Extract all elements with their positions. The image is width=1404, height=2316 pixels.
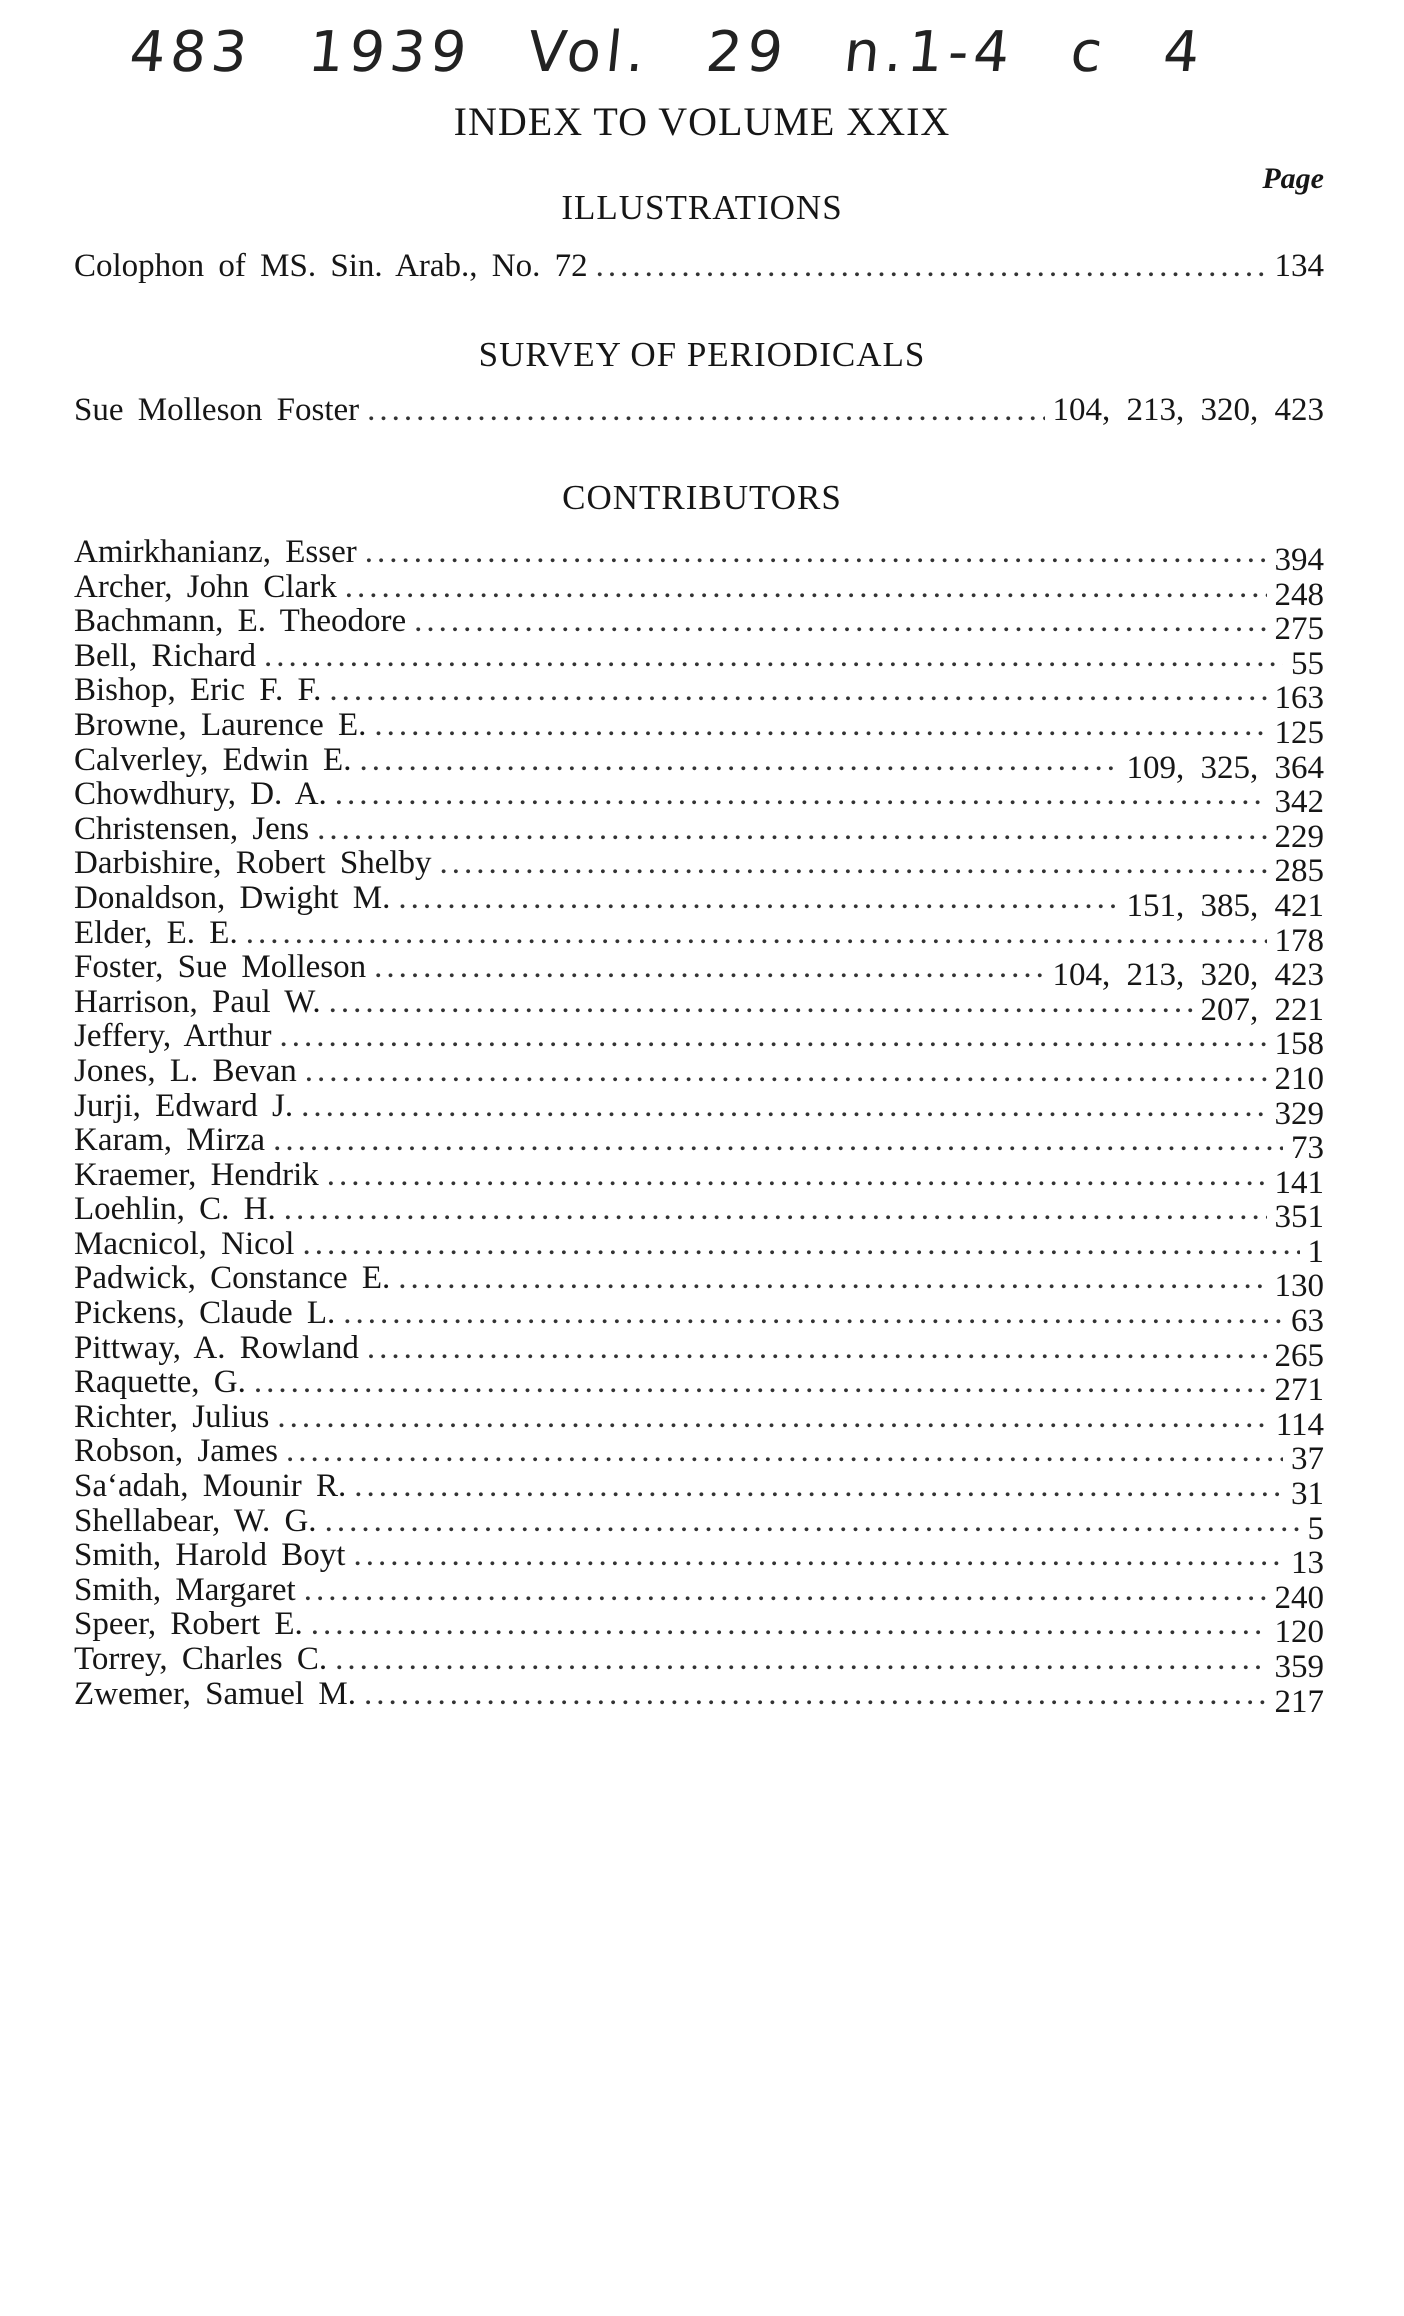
contributor-entry — [74, 1433, 1324, 1478]
contributor-pages: 1 — [1307, 1233, 1324, 1270]
contributor-name: Sa‘adah, Mounir R. — [74, 1468, 347, 1505]
contributor-name: Padwick, Constance E. — [74, 1260, 391, 1297]
contributor-entry — [74, 1018, 1324, 1063]
contributor-entry — [74, 845, 1324, 890]
contributor-name: Chowdhury, D. A. — [74, 776, 327, 813]
contributor-name: Robson, James — [74, 1433, 278, 1470]
contributor-entry — [74, 1537, 1324, 1582]
dot-leader — [335, 1642, 1266, 1677]
contributor-name: Donaldson, Dwight M. — [74, 879, 391, 916]
illustration-entry — [74, 248, 1324, 285]
dot-leader — [280, 1019, 1267, 1054]
contributor-entry — [74, 534, 1324, 578]
dot-leader — [246, 916, 1267, 951]
contributor-pages: 342 — [1274, 784, 1324, 821]
periodicals-list — [74, 392, 1324, 429]
contributor-pages: 13 — [1291, 1545, 1324, 1582]
periodicals-heading: SURVEY OF PERIODICALS — [478, 335, 926, 374]
contributor-entry — [74, 1260, 1324, 1305]
contributor-entry — [74, 637, 1324, 682]
contributor-entry — [74, 1156, 1324, 1201]
contributor-pages: 351 — [1274, 1199, 1324, 1236]
contributor-name: Zwemer, Samuel M. — [74, 1675, 356, 1712]
contributor-pages: 120 — [1274, 1614, 1324, 1651]
contributor-entry — [74, 949, 1324, 994]
contributor-name: Archer, John Clark — [74, 568, 337, 605]
contributor-entry — [74, 1122, 1324, 1167]
illustrations-heading: ILLUSTRATIONS — [561, 188, 843, 227]
dot-leader — [343, 1296, 1283, 1331]
dot-leader — [596, 248, 1267, 285]
contributor-name: Christensen, Jens — [74, 810, 310, 847]
contributor-entry — [74, 1364, 1324, 1409]
dot-leader — [286, 1434, 1283, 1469]
dot-leader — [277, 1400, 1267, 1435]
dot-leader — [304, 1573, 1267, 1608]
contributor-name: Elder, E. E. — [74, 914, 238, 951]
dot-leader — [327, 1158, 1267, 1193]
dot-leader — [365, 535, 1267, 570]
contributor-name: Jeffery, Arthur — [74, 1018, 272, 1055]
contributor-entry — [74, 672, 1324, 717]
contributor-name: Kraemer, Hendrik — [74, 1156, 319, 1193]
dot-leader — [364, 1677, 1267, 1712]
dot-leader — [329, 673, 1266, 708]
contributor-entry — [74, 603, 1324, 648]
contributor-entry — [74, 1468, 1324, 1513]
contributor-pages: 271 — [1274, 1372, 1324, 1409]
contributor-pages: 55 — [1291, 645, 1324, 682]
contributor-name: Raquette, G. — [74, 1364, 246, 1401]
contributor-pages: 31 — [1291, 1476, 1324, 1513]
contributor-entry — [74, 1675, 1324, 1720]
contributor-entry — [74, 568, 1324, 613]
contributor-pages: 104, 213, 320, 423 — [1052, 957, 1324, 994]
contributor-pages: 63 — [1291, 1303, 1324, 1340]
contributor-pages: 207, 221 — [1200, 991, 1324, 1028]
dot-leader — [273, 1123, 1283, 1158]
dot-leader — [284, 1192, 1267, 1227]
contributor-entry — [74, 1641, 1324, 1685]
contributor-name: Jurji, Edward J. — [74, 1087, 294, 1124]
contributor-name: Amirkhanianz, Esser — [74, 534, 357, 570]
contributor-pages: 240 — [1274, 1579, 1324, 1616]
contributor-pages: 229 — [1274, 818, 1324, 855]
contributor-name: Shellabear, W. G. — [74, 1502, 317, 1539]
contributor-pages: 114 — [1275, 1406, 1324, 1443]
dot-leader — [305, 1054, 1267, 1089]
contributor-name: Jones, L. Bevan — [74, 1052, 297, 1089]
dot-leader — [317, 812, 1266, 847]
dot-leader — [398, 881, 1118, 916]
entry-pages: 104, 213, 320, 423 — [1052, 392, 1324, 428]
dot-leader — [398, 1261, 1266, 1296]
contributor-pages: 163 — [1274, 680, 1324, 717]
contributor-name: Richter, Julius — [74, 1398, 270, 1435]
contributor-name: Karam, Mirza — [74, 1122, 266, 1159]
contributor-entry — [74, 810, 1324, 855]
contributor-pages: 158 — [1274, 1026, 1324, 1063]
contributor-entry — [74, 741, 1324, 786]
contributor-entry — [74, 1502, 1324, 1547]
dot-leader — [354, 1469, 1283, 1504]
contributor-name: Pittway, A. Rowland — [74, 1329, 359, 1366]
dot-leader — [440, 846, 1267, 881]
contributor-name: Loehlin, C. H. — [74, 1191, 276, 1228]
dot-leader — [345, 570, 1267, 605]
contributor-entry — [74, 1052, 1324, 1097]
dot-leader — [311, 1607, 1267, 1642]
contributor-name: Macnicol, Nicol — [74, 1225, 295, 1262]
contributor-pages: 130 — [1274, 1268, 1324, 1305]
contributor-entry — [74, 1191, 1324, 1236]
contributor-pages: 178 — [1274, 922, 1324, 959]
dot-leader — [301, 1089, 1266, 1124]
contributor-name: Bell, Richard — [74, 637, 256, 674]
contributor-pages: 109, 325, 364 — [1126, 749, 1324, 786]
contributor-pages: 285 — [1274, 853, 1324, 890]
illustrations-list — [74, 248, 1324, 285]
contributors-heading: CONTRIBUTORS — [562, 478, 842, 517]
handwritten-catalog-note: 483 1939 Vol. 29 n.1-4 c 4 — [126, 20, 1208, 85]
contributor-entry — [74, 1329, 1324, 1374]
dot-leader — [367, 392, 1044, 429]
contributor-pages: 265 — [1274, 1337, 1324, 1374]
contributor-pages: 73 — [1291, 1130, 1324, 1167]
contributor-pages: 210 — [1274, 1060, 1324, 1097]
contributor-name: Foster, Sue Molleson — [74, 949, 367, 986]
entry-pages: 134 — [1274, 248, 1324, 284]
contributor-entry — [74, 706, 1324, 751]
contributor-entry — [74, 1295, 1324, 1340]
contributor-pages: 217 — [1274, 1683, 1324, 1720]
contributor-name: Speer, Robert E. — [74, 1606, 303, 1643]
contributor-pages: 141 — [1274, 1164, 1324, 1201]
page-title: INDEX TO VOLUME XXIX — [453, 99, 951, 144]
entry-label: Colophon of MS. Sin. Arab., No. 72 — [74, 248, 588, 284]
page-column-label: Page — [1262, 162, 1324, 195]
dot-leader — [374, 950, 1044, 985]
contributor-name: Browne, Laurence E. — [74, 706, 367, 743]
contributor-pages: 275 — [1274, 611, 1324, 648]
dot-leader — [264, 639, 1283, 674]
contributors-list — [74, 534, 1324, 1720]
dot-leader — [414, 604, 1266, 639]
contributor-entry — [74, 1606, 1324, 1651]
contributor-name: Smith, Harold Boyt — [74, 1537, 346, 1574]
contributor-entry — [74, 1087, 1324, 1132]
contributor-entry — [74, 1225, 1324, 1270]
contributor-pages: 37 — [1291, 1441, 1324, 1478]
dot-leader — [353, 1538, 1283, 1573]
dot-leader — [374, 708, 1266, 743]
contributor-name: Calverley, Edwin E. — [74, 741, 352, 778]
contributor-name: Bachmann, E. Theodore — [74, 603, 407, 640]
dot-leader — [302, 1227, 1299, 1262]
contributor-name: Bishop, Eric F. F. — [74, 672, 322, 709]
entry-label: Sue Molleson Foster — [74, 392, 360, 428]
contributor-pages: 394 — [1274, 542, 1324, 578]
contributor-pages: 329 — [1274, 1095, 1324, 1132]
contributor-entry — [74, 1571, 1324, 1616]
contributor-pages: 359 — [1274, 1649, 1324, 1685]
contributor-name: Darbishire, Robert Shelby — [74, 845, 432, 882]
contributor-pages: 248 — [1274, 576, 1324, 613]
contributor-entry — [74, 879, 1324, 924]
dot-leader — [254, 1365, 1267, 1400]
contributor-pages: 151, 385, 421 — [1126, 887, 1324, 924]
contributor-pages: 125 — [1274, 714, 1324, 751]
dot-leader — [367, 1331, 1267, 1366]
contributor-entry — [74, 1398, 1324, 1443]
dot-leader — [359, 743, 1118, 778]
contributor-name: Pickens, Claude L. — [74, 1295, 336, 1332]
contributor-name: Harrison, Paul W. — [74, 983, 321, 1020]
contributor-pages: 5 — [1307, 1510, 1324, 1547]
contributor-name: Torrey, Charles C. — [74, 1641, 328, 1677]
dot-leader — [325, 1504, 1300, 1539]
contributor-name: Smith, Margaret — [74, 1571, 296, 1608]
periodical-entry — [74, 392, 1324, 429]
